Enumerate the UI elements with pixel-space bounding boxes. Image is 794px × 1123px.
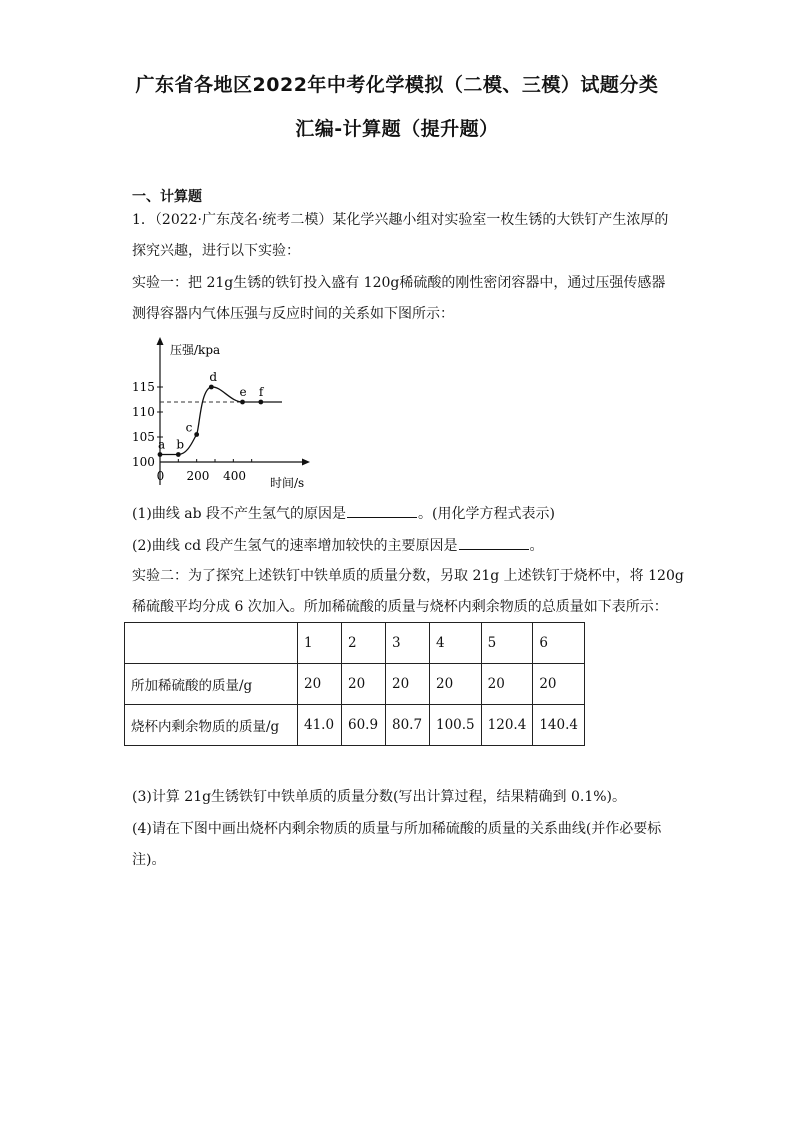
- table-cell: 4: [430, 623, 482, 664]
- table-cell: 所加稀硫酸的质量/g: [125, 664, 298, 705]
- table-cell: 20: [481, 664, 533, 705]
- data-point-e: [240, 400, 245, 405]
- y-tick-label: 115: [132, 380, 155, 394]
- question-intro-line1: 1．（2022·广东茂名·统考二模）某化学兴趣小组对实验室一枚生锈的大铁钉产生浓厚的: [132, 212, 669, 228]
- question-4-line1: (4)请在下图中画出烧杯内剩余物质的质量与所加稀硫酸的质量的关系曲线(并作必要标: [132, 821, 662, 837]
- data-point-c: [194, 432, 199, 437]
- data-point-d: [209, 385, 214, 390]
- table-cell: 20: [430, 664, 482, 705]
- table-row: [125, 705, 585, 746]
- table-cell: 20: [533, 664, 585, 705]
- question-2: [132, 535, 672, 556]
- y-tick-label: 110: [132, 405, 155, 419]
- point-label-a: a: [158, 437, 166, 452]
- table-cell: 80.7: [386, 705, 430, 746]
- table-cell: 20: [342, 664, 386, 705]
- answer-blank-2[interactable]: [459, 535, 529, 550]
- x-tick-label: 0: [156, 469, 165, 483]
- y-tick-label: 100: [132, 455, 155, 469]
- y-tick-label: 105: [132, 430, 155, 444]
- x-axis-arrow: [302, 459, 310, 466]
- table-cell: 6: [533, 623, 585, 664]
- table-cell: 100.5: [430, 705, 482, 746]
- table-cell: 140.4: [533, 705, 585, 746]
- table-cell: 20: [386, 664, 430, 705]
- question-3: (3)计算 21g生锈铁钉中铁单质的质量分数(写出计算过程，结果精确到 0.1%)。: [132, 789, 626, 805]
- page-title-line2: 汇编-计算题（提升题）: [295, 118, 499, 140]
- question-1-suffix: 。(用化学方程式表示): [418, 506, 555, 522]
- x-tick-label: 400: [223, 469, 247, 483]
- section-heading: 一、计算题: [132, 189, 202, 205]
- question-4-line2: 注)。: [132, 852, 166, 868]
- point-label-f: f: [258, 385, 264, 399]
- experiment1-line1: 实验一：把 21g生锈的铁钉投入盛有 120g稀硫酸的刚性密闭容器中，通过压强传感器: [132, 275, 666, 291]
- question-1: [132, 503, 672, 524]
- table-cell: 5: [481, 623, 533, 664]
- x-axis-label: 时间/s: [270, 476, 305, 490]
- page-title-line1: 广东省各地区2022年中考化学模拟（二模、三模）试题分类: [135, 74, 659, 96]
- data-point-f: [258, 400, 263, 405]
- table-cell: 20: [298, 664, 342, 705]
- experiment2-line2: 稀硫酸平均分成 6 次加入。所加稀硫酸的质量与烧杯内剩余物质的总质量如下表所示：: [132, 599, 668, 615]
- point-label-c: c: [185, 420, 193, 435]
- data-table: [124, 622, 585, 746]
- table-cell: 3: [386, 623, 430, 664]
- answer-blank-1[interactable]: [347, 503, 417, 518]
- experiment1-line2: 测得容器内气体压强与反应时间的关系如下图所示：: [132, 306, 454, 322]
- point-label-d: d: [209, 370, 218, 384]
- experiment2-line1: 实验二：为了探究上述铁钉中铁单质的质量分数，另取 21g 上述铁钉于烧杯中，将 120g: [132, 568, 684, 584]
- table-cell: 烧杯内剩余物质的质量/g: [125, 705, 298, 746]
- question-2-text: (2)曲线 cd 段产生氢气的速率增加较快的主要原因是: [132, 538, 458, 554]
- question-2-suffix: 。: [529, 538, 544, 554]
- table-row: [125, 664, 585, 705]
- y-axis-arrow: [157, 337, 164, 345]
- data-point-b: [176, 452, 181, 457]
- table-cell: 1: [298, 623, 342, 664]
- point-label-b: b: [176, 437, 185, 452]
- y-axis-label: 压强/kpa: [170, 343, 221, 357]
- pressure-time-chart: [130, 335, 320, 495]
- table-cell: 2: [342, 623, 386, 664]
- table-cell: 120.4: [481, 705, 533, 746]
- table-cell: 60.9: [342, 705, 386, 746]
- table-cell: 41.0: [298, 705, 342, 746]
- table-header-row: [125, 623, 585, 664]
- x-tick-label: 200: [186, 469, 210, 483]
- table-cell: [125, 623, 298, 664]
- point-label-e: e: [239, 385, 247, 399]
- question-1-text: (1)曲线 ab 段不产生氢气的原因是: [132, 506, 347, 522]
- question-intro-line2: 探究兴趣，进行以下实验：: [132, 243, 300, 259]
- data-point-a: [158, 452, 163, 457]
